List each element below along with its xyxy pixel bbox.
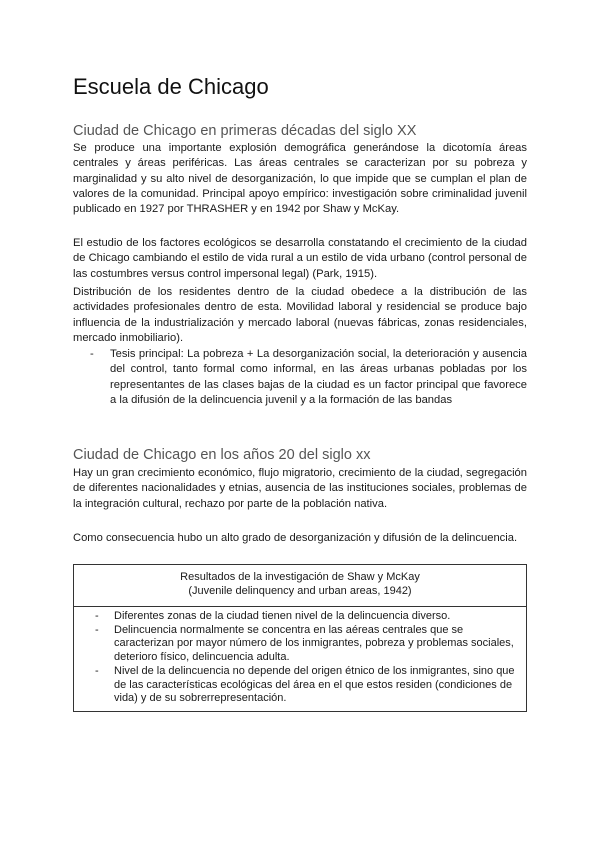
paragraph: Distribución de los residentes dentro de la ciudad obedece a la distribución de las actividades profesionales dentro de esta. Movilidad laboral y residencial se produce bajo influencia de la industrialización y mercado laboral (nuevas fábricas, zonas residenciales, mercado inmobiliario).: [73, 286, 527, 344]
bullet-dash: -: [95, 664, 99, 677]
paragraph: El estudio de los factores ecológicos se desarrolla constatando el crecimiento de la ciudad de Chicago cambiando el estilo de vida rural a un estilo de vida urbano (control personal de las costumbres versus control impersonal legal) (Park, 1915).: [73, 237, 527, 280]
list-item-text: Tesis principal: La pobreza + La desorganización social, la deterioración y ausencia del control, tanto formal como informal, en las áreas urbanas pobladas por los representantes de las clases bajas de la ciudad es un factor principal que favorece a la difusión de la delincuencia juvenil y a la formación de las bandas: [110, 348, 527, 406]
section-heading-1: Ciudad de Chicago en primeras décadas del siglo XX: [73, 123, 417, 139]
list-item: [74, 624, 526, 665]
list-item: [74, 665, 526, 706]
paragraph: Como consecuencia hubo un alto grado de desorganización y difusión de la delincuencia.: [73, 532, 518, 544]
list-item-text: Diferentes zonas de la ciudad tienen nivel de la delincuencia diverso.: [114, 610, 451, 622]
list-item-text: Nivel de la delincuencia no depende del origen étnico de los inmigrantes, sino que de las características ecológicas del área en el que estos residen (condiciones de vida) y de su sobrerrepresentación.: [114, 664, 515, 705]
bullet-list: [73, 347, 527, 408]
paragraph: Hay un gran crecimiento económico, flujo migratorio, crecimiento de la ciudad, segregación de diferentes nacionalidades y etnias, ausencia de las instituciones sociales, problemas de la integración cultural, rechazo por parte de la población nativa.: [73, 467, 527, 510]
bullet-dash: -: [95, 623, 99, 636]
results-list: [74, 607, 526, 706]
page-title: Escuela de Chicago: [73, 74, 269, 99]
results-table-title: Resultados de la investigación de Shaw y McKay: [180, 571, 420, 583]
paragraph: Se produce una importante explosión demográfica generándose la dicotomía áreas centrales y áreas periféricas. Las áreas centrales se caracterizan por su pobreza y marginalidad y su alto nivel de desorganización, lo que impide que se cumplan el plan de valores de la comunidad. Principal apoyo empírico: investigación sobre criminalidad juvenil publicado en 1927 por THRASHER y en 1942 por Shaw y McKay.: [73, 142, 527, 216]
results-table-subtitle: (Juvenile delinquency and urban areas, 1942): [188, 584, 412, 597]
bullet-dash: -: [90, 348, 94, 360]
list-item: [74, 610, 526, 624]
list-item: [73, 347, 527, 408]
results-table-header: [74, 565, 526, 607]
results-table: [73, 564, 527, 712]
bullet-dash: -: [95, 610, 99, 622]
section-heading-2: Ciudad de Chicago en los años 20 del siglo xx: [73, 447, 371, 463]
list-item-text: Delincuencia normalmente se concentra en las aéreas centrales que se caracterizan por mayor número de los inmigrantes, pobreza y problemas sociales, deterioro físico, delincuencia adulta.: [114, 623, 514, 664]
